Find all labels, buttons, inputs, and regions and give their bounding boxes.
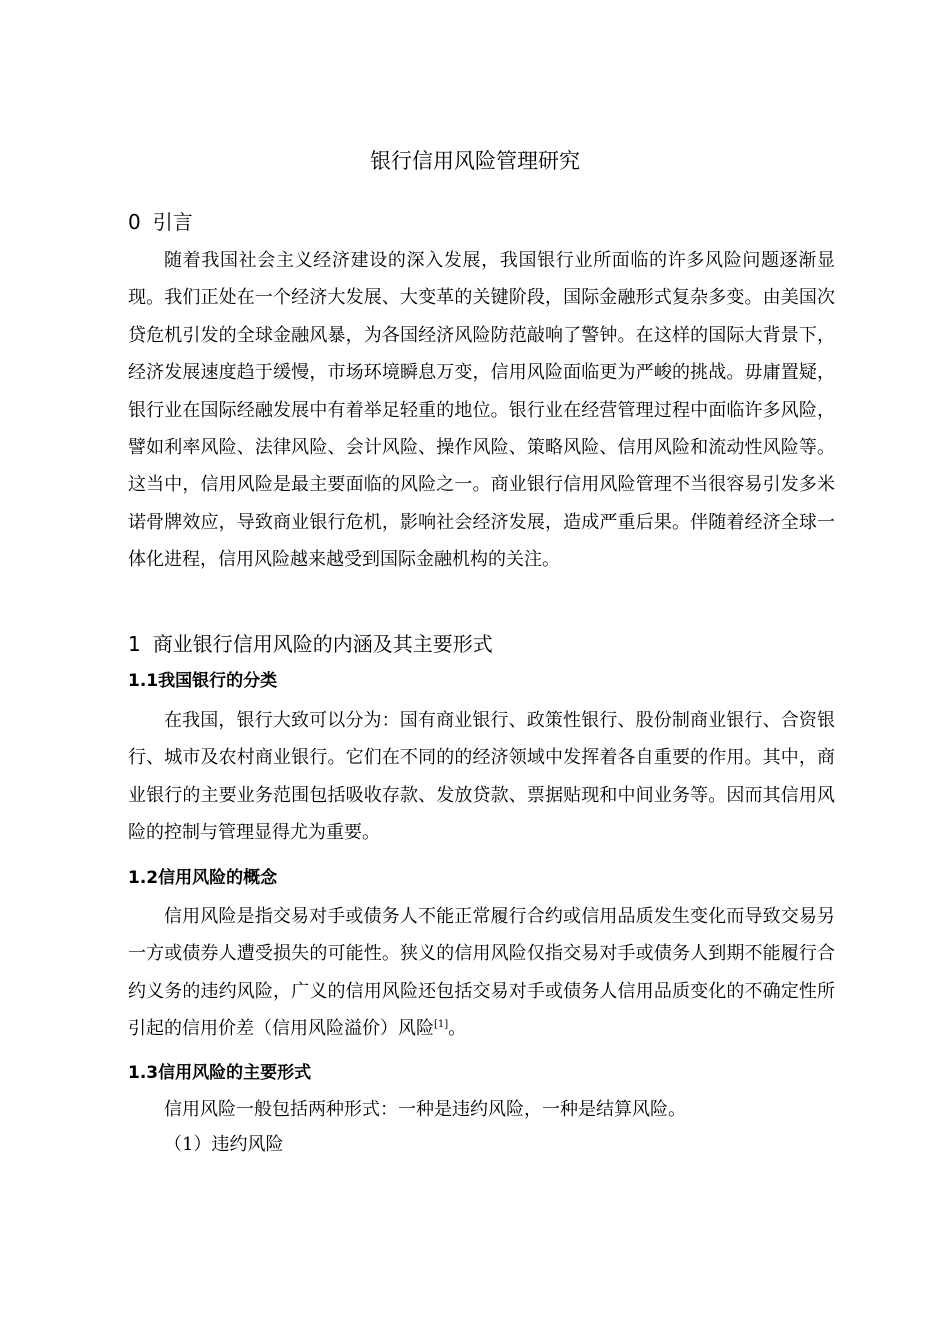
section-number: 0 [128, 210, 141, 234]
section-label: 引言 [152, 210, 193, 234]
citation-ref: [1] [434, 1019, 449, 1031]
document-title: 银行信用风险管理研究 [370, 149, 580, 173]
section-label: 商业银行信用风险的内涵及其主要形式 [152, 632, 493, 656]
forms-paragraph: 信用风险一般包括两种形式：一种是违约风险，一种是结算风险。 [164, 1099, 686, 1120]
concept-paragraph [128, 898, 835, 1048]
section-1-heading [128, 630, 493, 658]
section-number: 1 [128, 632, 141, 656]
forms-list-item: （1）违约风险 [164, 1134, 284, 1155]
classification-paragraph: 在我国，银行大致可以分为：国有商业银行、政策性银行、股份制商业银行、合资银行、城市及农村商业银行。它们在不同的的经济领域中发挥着各自重要的作用。其中，商业银行的主要业务范围包括吸收存款、发放贷款、票据贴现和中间业务等。因而其信用风险的控制与管理显得尤为重要。 [128, 710, 835, 844]
concept-text: 信用风险是指交易对手或债务人不能正常履行合约或信用品质发生变化而导致交易另一方或债券人遭受损失的可能性。狭义的信用风险仅指交易对手或债务人到期不能履行合约义务的违约风险，广义的信用风险还包括交易对手或债务人信用品质变化的不确定性所引起的信用价差（信用风险溢价）风险 [128, 906, 835, 1040]
concept-end: 。 [448, 1018, 467, 1040]
intro-paragraph: 随着我国社会主义经济建设的深入发展，我国银行业所面临的许多风险问题逐渐显现。我们正处在一个经济大发展、大变革的关键阶段，国际金融形式复杂多变。由美国次贷危机引发的全球金融风暴，为各国经济风险防范敲响了警钟。在这样的国际大背景下，经济发展速度趋于缓慢，市场环境瞬息万变，信用风险面临更为严峻的挑战。毋庸置疑，银行业在国际经融发展中有着举足轻重的地位。银行业在经营管理过程中面临许多风险，譬如利率风险、法律风险、会计风险、操作风险、策略风险、信用风险和流动性风险等。这当中，信用风险是最主要面临的风险之一。商业银行信用风险管理不当很容易引发多米诺骨牌效应，导致商业银行危机，影响社会经济发展，造成严重后果。伴随着经济全球一体化进程，信用风险越来越受到国际金融机构的关注。 [128, 250, 835, 571]
section-1-1-heading: 1.1我国银行的分类 [128, 671, 278, 691]
section-0-heading [128, 208, 193, 236]
section-1-2-heading: 1.2信用风险的概念 [128, 868, 278, 888]
section-1-3-heading: 1.3信用风险的主要形式 [128, 1063, 312, 1083]
